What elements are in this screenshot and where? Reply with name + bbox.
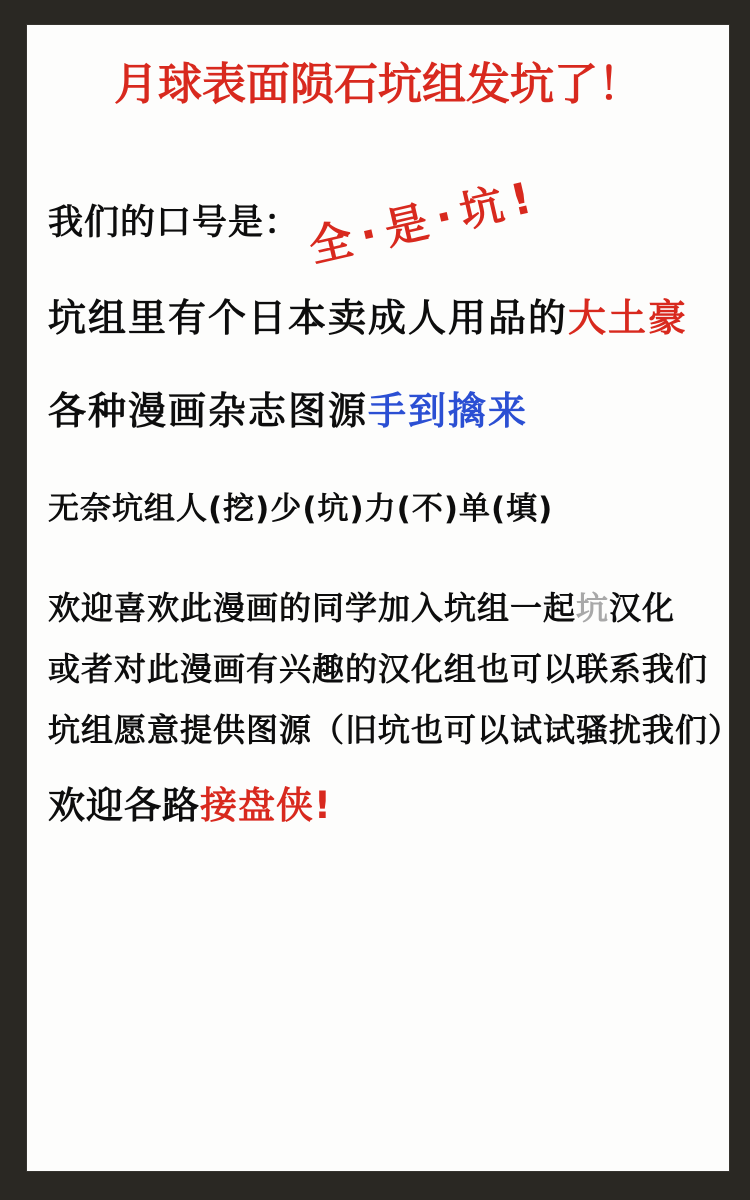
recruit-line1-gray: 坑 <box>576 589 610 627</box>
line-tycoon-black: 坑组里有个日本卖成人用品的 <box>48 296 569 340</box>
recruit-paragraph <box>48 578 741 761</box>
recruit-line-3: 坑组愿意提供图源（旧坑也可以试试骚扰我们） <box>48 711 742 749</box>
line-final-black: 欢迎各路 <box>48 784 200 827</box>
line-sources <box>48 389 529 433</box>
line-sources-blue: 手到擒来 <box>368 389 529 433</box>
recruit-line1-before: 欢迎喜欢此漫画的同学加入坑组一起 <box>48 589 577 627</box>
line-sources-black: 各种漫画杂志图源 <box>48 389 369 433</box>
notice-title: 月球表面陨石坑组发坑了！ <box>114 59 642 110</box>
line-tycoon <box>48 296 689 340</box>
slogan-label: 我们的口号是： <box>48 203 301 243</box>
line-final <box>48 784 332 827</box>
notice-paper <box>27 25 742 1171</box>
line-shortage: 无奈坑组人(挖)少(坑)力(不)单(填) <box>48 491 554 527</box>
recruit-line-1 <box>48 578 741 639</box>
slogan-highlight: 全·是·坑! <box>304 171 546 274</box>
recruit-line-2: 或者对此漫画有兴趣的汉化组也可以联系我们 <box>48 650 709 688</box>
line-final-red: 接盘侠! <box>200 784 332 827</box>
recruit-line1-after: 汉化 <box>609 589 676 627</box>
line-tycoon-red: 大土豪 <box>568 296 689 340</box>
